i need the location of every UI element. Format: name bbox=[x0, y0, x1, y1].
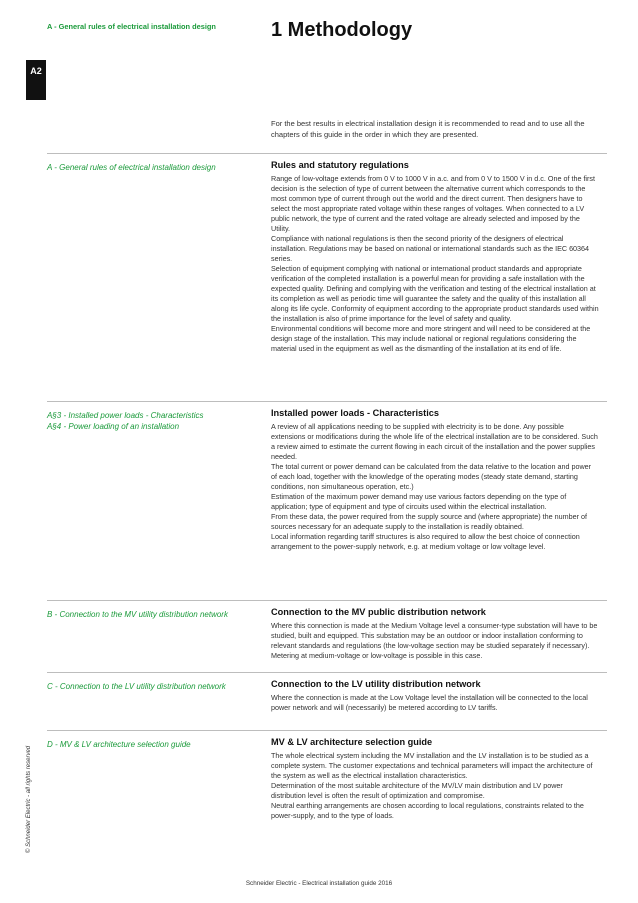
paragraph: Neutral earthing arrangements are chosen according to local regulations, constraints related to the power-supply, and to the type of loads. bbox=[271, 801, 584, 820]
section-reference bbox=[47, 681, 247, 692]
page-title: 1 Methodology bbox=[271, 19, 413, 41]
copyright-notice: © Schneider Electric - all rights reserved bbox=[26, 745, 32, 853]
reference-link[interactable]: A - General rules of electrical installation design bbox=[47, 163, 216, 172]
paragraph: Estimation of the maximum power demand may use various factors depending on the type of application; type of equipment and type of circuits used within the electrical installation. bbox=[271, 492, 567, 511]
intro-text: For the best results in electrical installation design it is recommended to read and to use all the chapters of this guide in the order in which they are presented. bbox=[271, 119, 585, 139]
paragraph: A review of all applications needing to be supplied with electricity is to be done. Any possible extensions or modifications during the whole life of the electrical installation are to be considered. Such a review aimed to estimate the current flowing in each circuit of the installation and the power supplies needed. bbox=[271, 422, 598, 461]
section-heading: MV & LV architecture selection guide bbox=[271, 737, 433, 747]
paragraph: Environmental conditions will become more and more stringent and will need to be considered at the design stage of the installation. This may include national or regional regulations considering the material used in the equipment as well as the dismantling of the installation at its end of life. bbox=[271, 324, 591, 353]
section-heading: Connection to the MV public distribution network bbox=[271, 607, 486, 617]
section-heading: Installed power loads - Characteristics bbox=[271, 408, 439, 418]
page-tab: A2 bbox=[26, 60, 46, 100]
section-architecture-guide bbox=[47, 730, 607, 861]
header-section-label: A - General rules of electrical installation design bbox=[47, 22, 216, 31]
section-lv-connection bbox=[47, 672, 607, 731]
paragraph: Determination of the most suitable architecture of the MV/LV main distribution and LV power distribution level is often the result of optimization and compromise. bbox=[271, 781, 563, 800]
page-footer: Schneider Electric - Electrical installation guide 2016 bbox=[245, 880, 393, 887]
section-body bbox=[271, 422, 599, 552]
reference-link[interactable]: A§3 - Installed power loads - Characteristics bbox=[47, 411, 204, 420]
section-body bbox=[271, 621, 599, 661]
paragraph: The whole electrical system including the MV installation and the LV installation is to be studied as a complete system. The customer expectations and technical parameters will impact the architecture of the system as well as the electrical installation characteristics. bbox=[271, 751, 593, 780]
section-body bbox=[271, 693, 599, 713]
section-reference bbox=[47, 609, 247, 620]
section-mv-connection bbox=[47, 600, 607, 673]
paragraph: Compliance with national regulations is then the second priority of the designers of electrical installation. Regulations may be based on national or international standards such as the IEC 60364 series. bbox=[271, 234, 590, 263]
section-heading: Connection to the LV utility distribution network bbox=[271, 679, 481, 689]
paragraph: From these data, the power required from the supply source and (where appropriate) the number of sources necessary for an adequate supply to the installation is readily obtained. bbox=[271, 512, 588, 531]
section-body bbox=[271, 174, 599, 354]
reference-link[interactable]: B - Connection to the MV utility distribution network bbox=[47, 610, 228, 619]
paragraph: Local information regarding tariff structures is also required to allow the best choice of connection arrangement to the power-supply network, e.g. at medium voltage or low voltage level. bbox=[271, 532, 580, 551]
reference-link[interactable]: A§4 - Power loading of an installation bbox=[47, 422, 180, 431]
section-body bbox=[271, 751, 599, 821]
section-reference bbox=[47, 162, 247, 173]
section-installed-power-loads bbox=[47, 401, 607, 601]
paragraph: Range of low-voltage extends from 0 V to 1000 V in a.c. and from 0 V to 1500 V in d.c. One of the first decision is the selection of type of current between the alternative current which corresponds to the most common type of current through out the world and the direct current. Then designers have to select the most appropriate rated voltage within these ranges of voltages. When connected to a LV public network, the type of current and the rated voltage are already selected and imposed by the Utility. bbox=[271, 174, 596, 233]
section-reference bbox=[47, 739, 247, 750]
paragraph: Selection of equipment complying with national or international product standards and appropriate verification of the completed installation is a powerful mean for providing a safe installation with the expected quality. Defining and complying with the verification and testing of the electrical installation at its completion as well as periodic time will guarantee the safety and the quality of this installation all along its life cycle. Conformity of equipment according to the appropriate product standards used within the installation is also of prime importance for the level of safety and quality. bbox=[271, 264, 599, 323]
paragraph: The total current or power demand can be calculated from the data relative to the location and power of each load, together with the knowledge of the operating modes (steady state demand, starting conditions, non simultaneous operation, etc.) bbox=[271, 462, 592, 491]
section-rules-regulations bbox=[47, 153, 607, 402]
reference-link[interactable]: D - MV & LV architecture selection guide bbox=[47, 740, 191, 749]
section-heading: Rules and statutory regulations bbox=[271, 160, 409, 170]
paragraph: Where this connection is made at the Medium Voltage level a consumer-type substation will have to be studied, built and equipped. This substation may be an outdoor or indoor installation conforming to relevant standards and regulations (the low-voltage section may be studied separately if necessary). Metering at medium-voltage or low-voltage is possible in this case. bbox=[271, 621, 598, 660]
paragraph: Where the connection is made at the Low Voltage level the installation will be connected to the local power network and will (necessarily) be metered according to LV tariffs. bbox=[271, 693, 588, 712]
reference-link[interactable]: C - Connection to the LV utility distribution network bbox=[47, 682, 226, 691]
section-reference bbox=[47, 410, 247, 432]
